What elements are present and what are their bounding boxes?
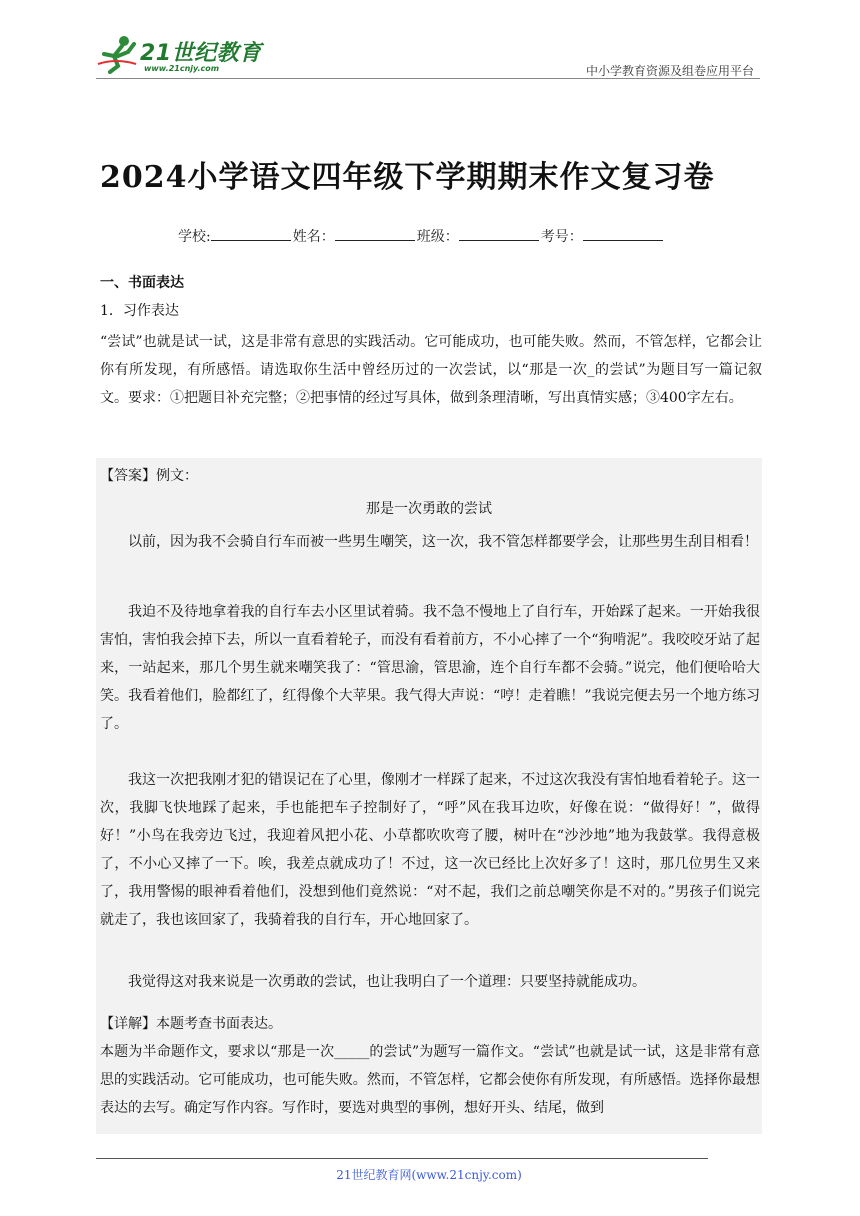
header-platform-text: 中小学教育资源及组卷应用平台	[585, 64, 754, 78]
exam-no-blank[interactable]	[583, 226, 663, 241]
essay-paragraph: 以前，因为我不会骑自行车而被一些男生嘲笑，这一次，我不管怎样都要学会，让那些男生刮目相看！	[128, 534, 758, 550]
essay-title: 那是一次勇敢的尝试	[366, 501, 492, 517]
answer-label: 【答案】例文：	[100, 468, 198, 484]
logo	[96, 34, 266, 80]
school-blank[interactable]	[211, 226, 291, 241]
logo-url: www.21cnjy.com	[144, 64, 220, 73]
exam-no-label: 考号：	[540, 229, 583, 245]
runner-logo-icon	[96, 34, 140, 74]
class-blank[interactable]	[459, 226, 539, 241]
essay-paragraph: 我迫不及待地拿着我的自行车去小区里试着骑。我不急不慢地上了自行车，开始踩了起来。一开始我很害怕，害怕我会掉下去，所以一直看着轮子，而没有看着前方，不小心摔了一个“狗啃泥”。我咬咬牙站了起来，一站起来，那几个男生就来嘲笑我了：“管思渝，管思渝，连个自行车都不会骑。”说完，他们便哈哈大笑。我看着他们，脸都红了，红得像个大苹果。我气得大声说：“哼！走着瞧！”我说完便去另一个地方练习了。	[100, 604, 760, 732]
header-divider	[96, 78, 760, 79]
footer-divider	[96, 1158, 708, 1159]
section-title: 一、书面表达	[100, 275, 184, 291]
question-prompt: “尝试”也就是试一试，这是非常有意思的实践活动。它可能成功，也可能失败。然而，不管怎样，它都会让你有所发现，有所感悟。请选取你生活中曾经历过的一次尝试，以“那是一次_的尝试”为题目写一篇记叙文。要求：①把题目补充完整；②把事情的经过写具体，做到条理清晰，写出真情实感；③400字左右。	[100, 334, 762, 406]
footer-link[interactable]: 21世纪教育网(www.21cnjy.com)	[336, 1168, 522, 1182]
logo-text: 21世纪教育	[140, 41, 262, 66]
detail-label: 【详解】本题考查书面表达。	[100, 1016, 282, 1032]
school-label: 学校:	[178, 229, 211, 245]
essay-paragraph: 我觉得这对我来说是一次勇敢的尝试，也让我明白了一个道理：只要坚持就能成功。	[128, 974, 646, 990]
detail-text: 本题为半命题作文，要求以“那是一次_____的尝试”为题写一篇作文。“尝试”也就是试一试，这是非常有意思的实践活动。它可能成功，也可能失败。然而，不管怎样，它都会使你有所发现，有所感悟。选择你最想表达的去写。确定写作内容。写作时，要选对典型的事例，想好开头、结尾，做到	[100, 1044, 760, 1116]
name-label: 姓名：	[292, 229, 335, 245]
page-title: 2024小学语文四年级下学期期末作文复习卷	[100, 160, 715, 195]
page-header	[96, 30, 760, 78]
essay-paragraph: 我这一次把我刚才犯的错误记在了心里，像刚才一样踩了起来，不过这次我没有害怕地看着轮子。这一次，我脚飞快地踩了起来，手也能把车子控制好了，“呼”风在我耳边吹，好像在说：“做得好！”，做得好！”小鸟在我旁边飞过，我迎着风把小花、小草都吹吹弯了腰，树叶在“沙沙地”地为我鼓掌。我得意极了，不小心又摔了一下。唉，我差点就成功了！不过，这一次已经比上次好多了！这时，那几位男生又来了，我用警惕的眼神看着他们，没想到他们竟然说：“对不起，我们之前总嘲笑你是不对的。”男孩子们说完就走了，我也该回家了，我骑着我的自行车，开心地回家了。	[100, 772, 760, 928]
name-blank[interactable]	[335, 226, 415, 241]
question-number: 1．习作表达	[100, 303, 179, 319]
class-label: 班级：	[416, 229, 459, 245]
student-info-line	[178, 226, 665, 246]
